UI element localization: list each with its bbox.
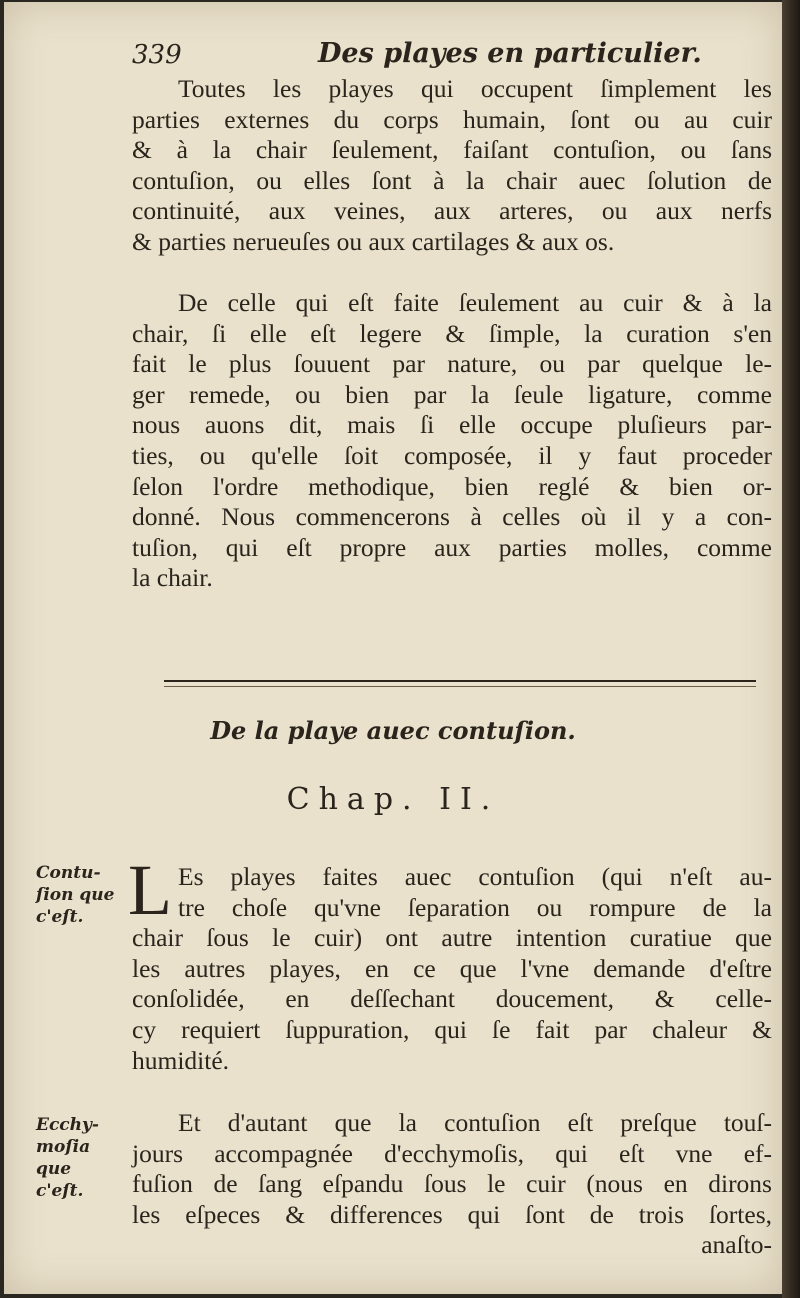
- text-line: jours accompagnée d'ecchymoſis, qui eſt vne ef-: [132, 1138, 772, 1168]
- text-line: & à la chair ſeulement, faiſant contuſion, ou ſans: [132, 135, 772, 165]
- text-line: De celle qui eſt faite ſeulement au cuir & à la: [178, 288, 772, 317]
- paragraph-4: [132, 1108, 772, 1261]
- text-line: parties externes du corps humain, ſont ou au cuir: [132, 104, 772, 134]
- page-number: 339: [132, 40, 182, 70]
- text-line: tuſion, qui eſt propre aux parties molles, comme: [132, 532, 772, 562]
- text-line: chair ſous le cuir) ont autre intention curatiue que: [132, 923, 772, 953]
- text-line: les autres playes, en ce que l'vne demande d'eſtre: [132, 953, 772, 983]
- margin-note-ecchymosis: [36, 1114, 126, 1202]
- margin-note-contusion: [36, 862, 126, 928]
- section-divider: [164, 680, 756, 682]
- margin-note-line: c'eſt.: [36, 907, 84, 927]
- text-line: fait le plus ſouuent par nature, ou par quelque le-: [132, 349, 772, 379]
- margin-note-line: ſion que: [36, 885, 115, 905]
- text-line: Es playes faites auec contuſion (qui n'eſt au-: [178, 862, 772, 891]
- text-line: continuité, aux veines, aux arteres, ou aux nerfs: [132, 196, 772, 226]
- text-line: la chair.: [132, 563, 213, 593]
- margin-note-line: c'eſt.: [36, 1181, 84, 1201]
- text-line: nous auons dit, mais ſi elle occupe pluſieurs par-: [132, 410, 772, 440]
- text-line: fuſion de ſang eſpandu ſous le cuir (nous en dirons: [132, 1169, 772, 1199]
- text-line: tre choſe qu'vne ſeparation ou rompure de la: [178, 892, 772, 922]
- paragraph-2: [132, 288, 772, 594]
- drop-cap: L: [128, 850, 172, 930]
- section-divider-thin: [164, 686, 756, 687]
- text-line: cy requiert ſuppuration, qui ſe fait par chaleur &: [132, 1014, 772, 1044]
- text-line: ger remede, ou bien par la ſeule ligature, comme: [132, 379, 772, 409]
- text-line: ties, ou qu'elle ſoit composée, il y faut proceder: [132, 440, 772, 470]
- margin-note-line: moſia que: [36, 1137, 91, 1179]
- margin-note-line: Ecchy-: [36, 1115, 99, 1135]
- running-head: Des playes en particulier.: [318, 38, 702, 69]
- text-line: ſelon l'ordre methodique, bien reglé & bien or-: [132, 471, 772, 501]
- book-page: [4, 2, 782, 1294]
- text-line: donné. Nous commencerons à celles où il y a con-: [132, 502, 772, 532]
- text-line: Toutes les playes qui occupent ſimplement les: [178, 74, 772, 103]
- paragraph-3: [132, 862, 772, 1076]
- text-line: & parties nerueuſes ou aux cartilages & aux os.: [132, 226, 615, 256]
- paragraph-1: [132, 74, 772, 258]
- book-edge: [782, 0, 800, 1298]
- text-line: contuſion, ou elles ſont à la chair auec ſolution de: [132, 165, 772, 195]
- text-line: les eſpeces & differences qui ſont de trois ſortes,: [132, 1199, 772, 1229]
- catchword: anaſto-: [701, 1230, 772, 1260]
- text-line: Et d'autant que la contuſion eſt preſque touſ-: [178, 1108, 772, 1137]
- text-line: conſolidée, en deſſechant doucement, & celle-: [132, 984, 772, 1014]
- chapter-heading: Chap. II.: [286, 782, 500, 817]
- text-line: chair, ſi elle eſt legere & ſimple, la curation s'en: [132, 318, 772, 348]
- section-title: De la playe auec contuſion.: [210, 716, 576, 745]
- page-header: [132, 34, 772, 74]
- margin-note-line: Contu-: [36, 863, 101, 883]
- text-line: humidité.: [132, 1045, 230, 1075]
